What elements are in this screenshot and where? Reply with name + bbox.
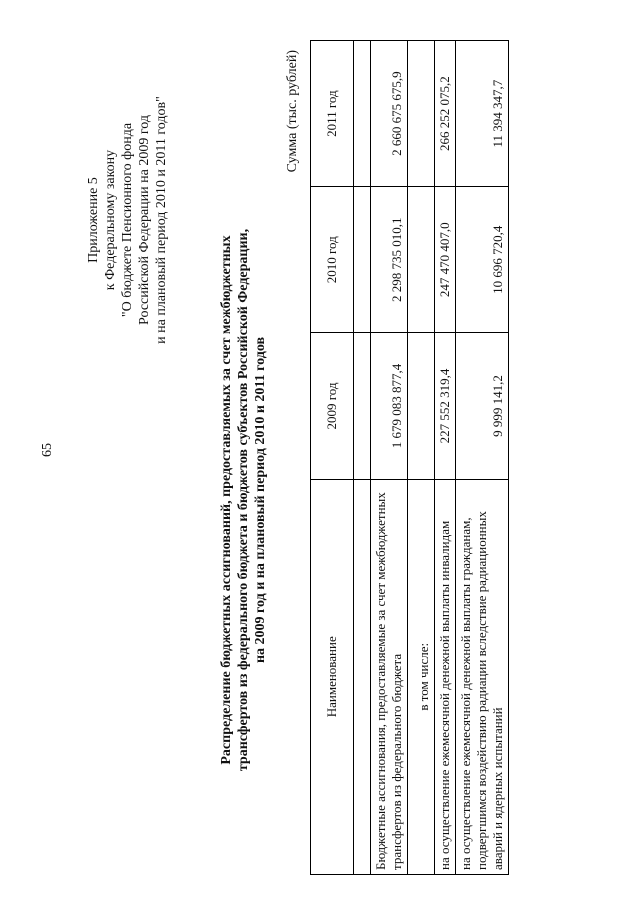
appendix-header xyxy=(85,95,170,345)
table-header-row xyxy=(311,41,354,875)
appendix-line: и на плановый период 2010 и 2011 годов" xyxy=(154,96,169,344)
value-2009 xyxy=(408,333,435,479)
value-2011: 2 660 675 675,9 xyxy=(371,41,408,187)
value-2011: 266 252 075,2 xyxy=(435,41,456,187)
value-2009: 9 999 141,2 xyxy=(456,333,509,479)
table-row xyxy=(408,41,435,875)
value-2009: 227 552 319,4 xyxy=(435,333,456,479)
table-spacer-row xyxy=(354,41,371,875)
row-name: Бюджетные ассигнования, предоставляемые за счет межбюджетных трансфертов из федерального бюджета xyxy=(371,479,408,874)
value-2010: 10 696 720,4 xyxy=(456,187,509,333)
table-row xyxy=(371,41,408,875)
column-header-name: Наименование xyxy=(311,479,354,874)
document-title xyxy=(218,140,269,860)
row-name: в том числе: xyxy=(408,479,435,874)
value-2011 xyxy=(408,41,435,187)
budget-table xyxy=(310,40,509,875)
title-line: Распределение бюджетных ассигнований, предоставляемых за счет межбюджетных xyxy=(219,235,234,765)
units-label: Сумма (тыс. рублей) xyxy=(285,50,300,173)
appendix-line: к Федеральному закону xyxy=(103,149,118,291)
table-row xyxy=(435,41,456,875)
value-2011: 11 394 347,7 xyxy=(456,41,509,187)
column-header-2009: 2009 год xyxy=(311,333,354,479)
column-header-2011: 2011 год xyxy=(311,41,354,187)
appendix-line: "О бюджете Пенсионного фонда xyxy=(120,122,135,318)
value-2010: 2 298 735 010,1 xyxy=(371,187,408,333)
value-2010: 247 470 407,0 xyxy=(435,187,456,333)
appendix-line: Российской Федерации на 2009 год xyxy=(137,115,152,325)
appendix-line: Приложение 5 xyxy=(86,177,101,263)
value-2009: 1 679 083 877,4 xyxy=(371,333,408,479)
row-name: на осуществление ежемесячной денежной выплаты инвалидам xyxy=(435,479,456,874)
value-2010 xyxy=(408,187,435,333)
title-line: на 2009 год и на плановый период 2010 и 2011 годов xyxy=(253,336,268,664)
title-line: трансфертов из федерального бюджета и бюджетов субъектов Российской Федерации, xyxy=(236,228,251,772)
row-name: на осуществление ежемесячной денежной выплаты гражданам, подвергшимся воздействию радиации вследствие радиационных аварий и ядерных испытаний xyxy=(456,479,509,874)
table-row xyxy=(456,41,509,875)
page-number: 65 xyxy=(40,443,55,457)
column-header-2010: 2010 год xyxy=(311,187,354,333)
